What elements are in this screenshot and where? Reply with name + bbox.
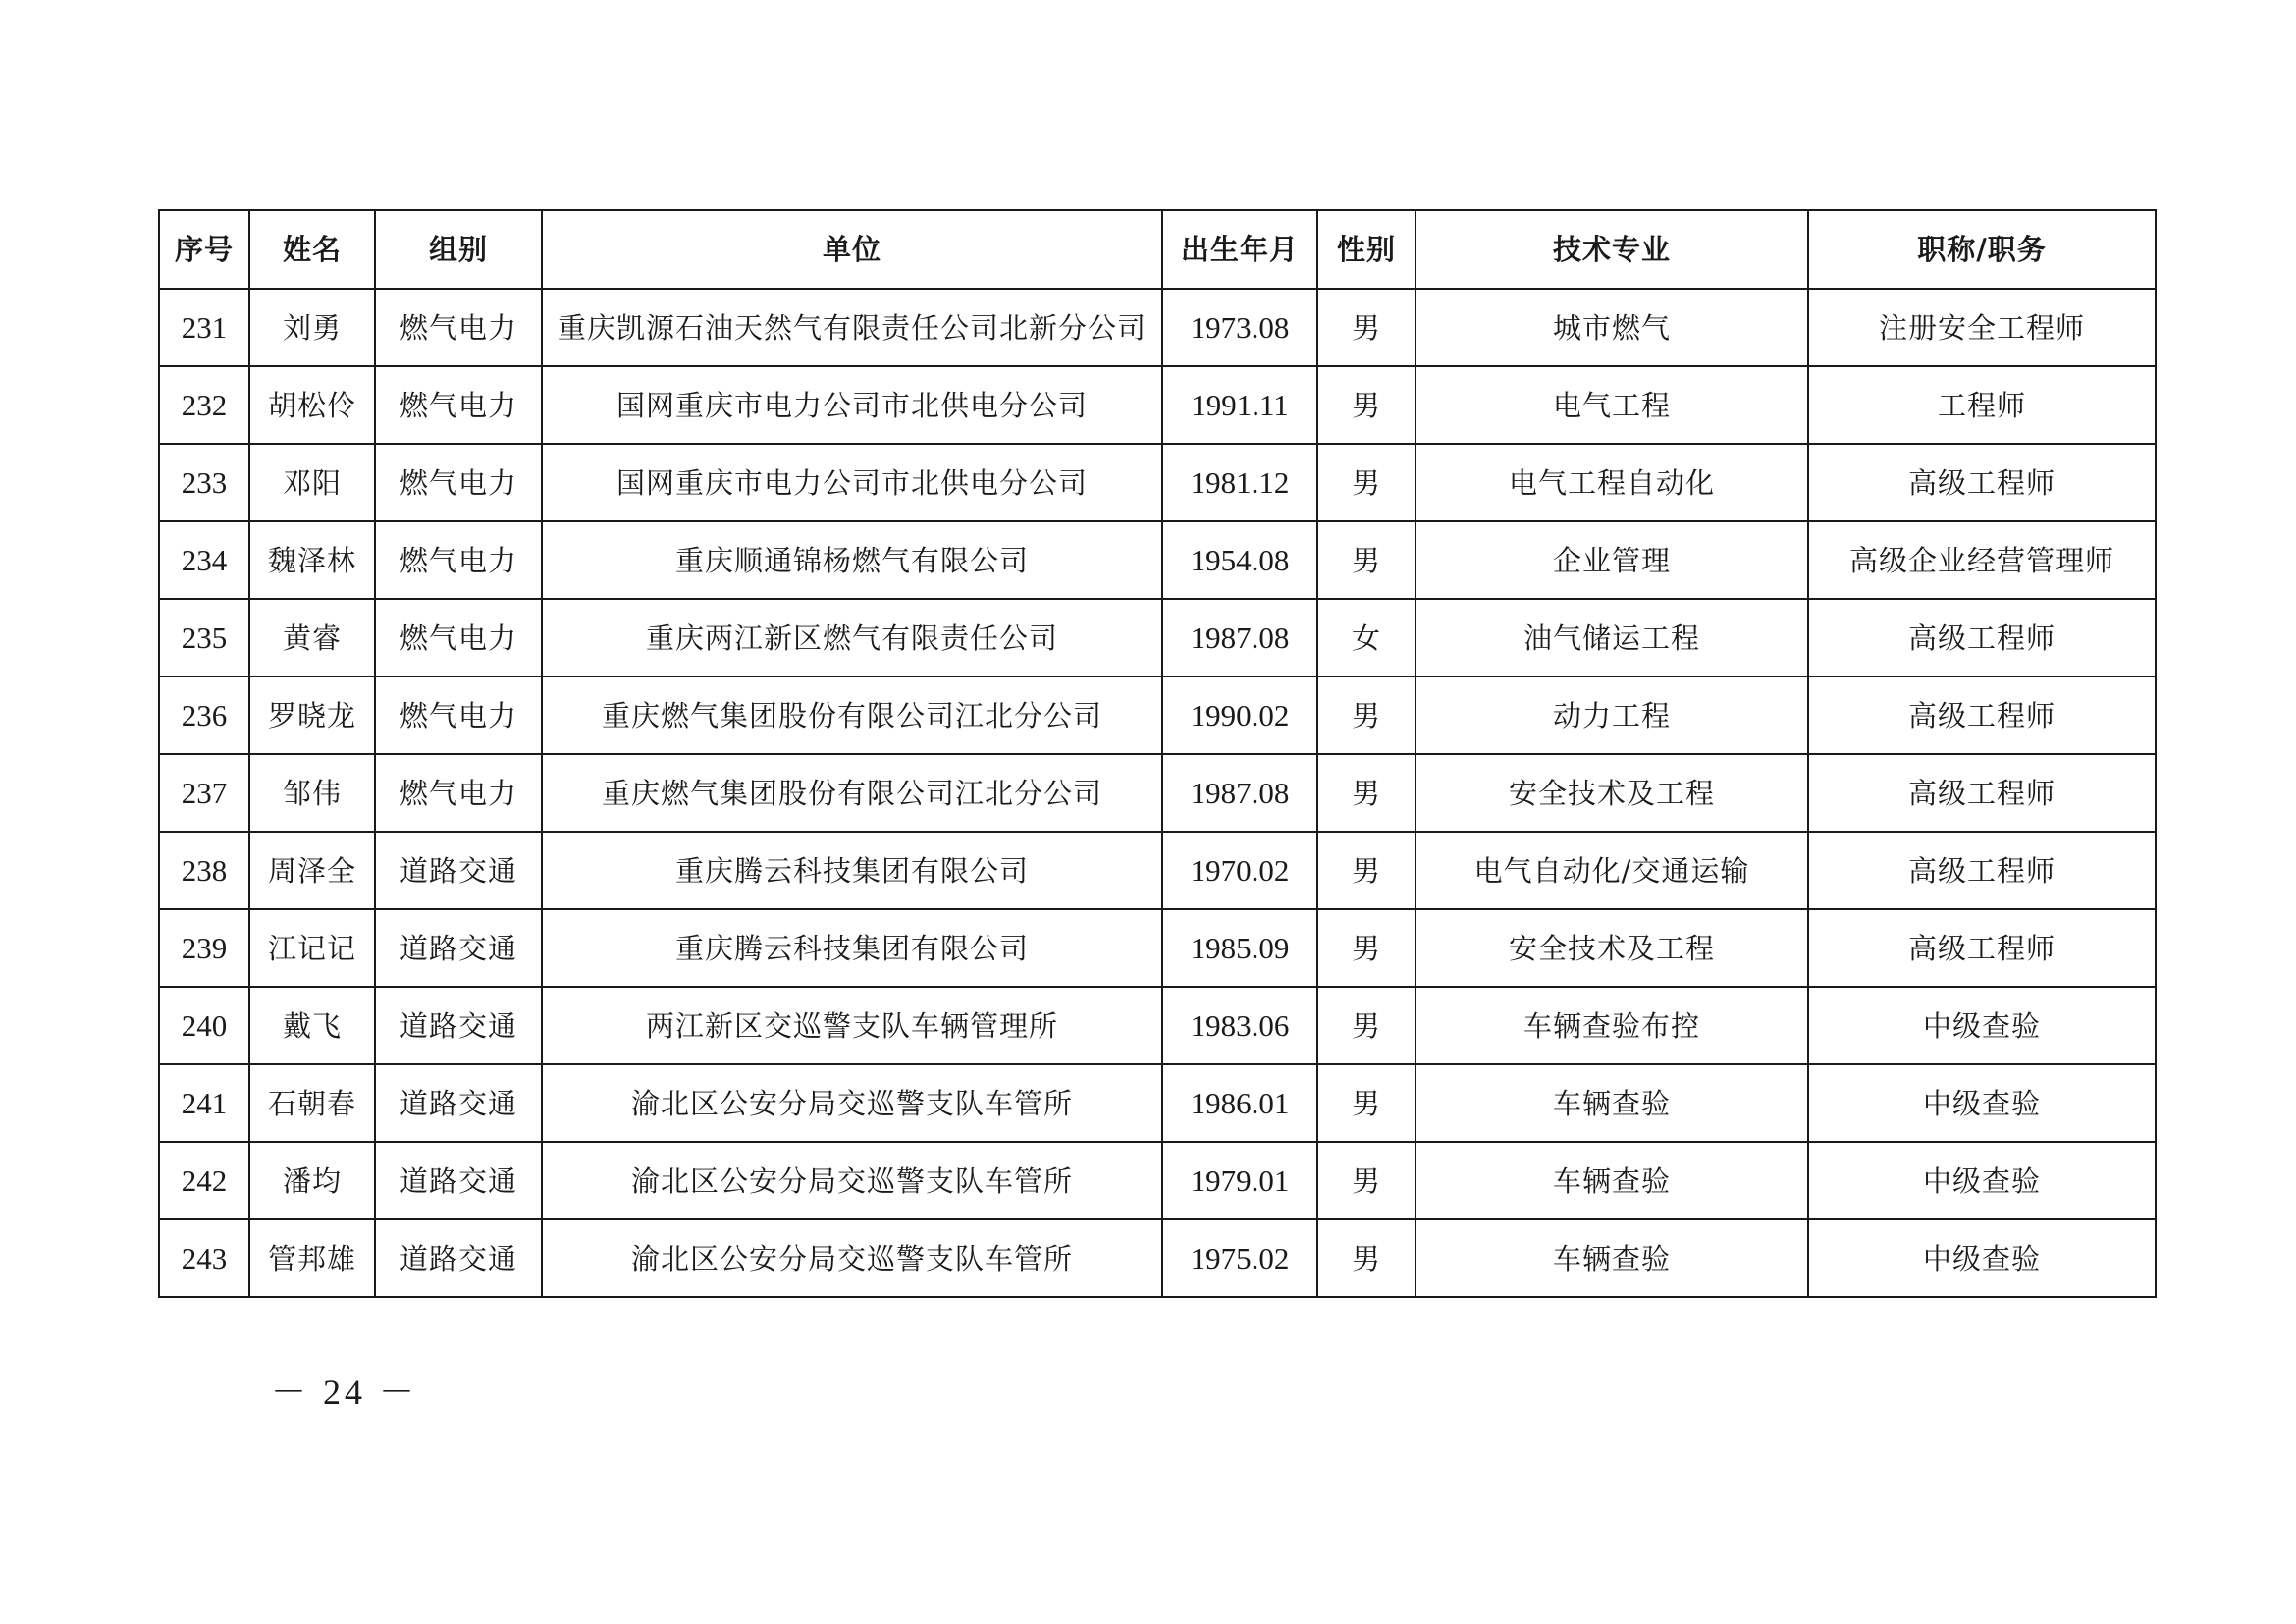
- cell-name: 江记记: [249, 909, 375, 987]
- cell-group: 道路交通: [375, 909, 542, 987]
- cell-seq: 240: [159, 987, 249, 1064]
- cell-seq: 235: [159, 599, 249, 677]
- cell-seq: 243: [159, 1219, 249, 1297]
- cell-seq: 238: [159, 832, 249, 909]
- cell-unit: 渝北区公安分局交巡警支队车管所: [542, 1064, 1162, 1142]
- cell-name: 潘均: [249, 1142, 375, 1219]
- table-row: [159, 754, 2156, 832]
- cell-birth: 1991.11: [1162, 366, 1317, 444]
- header-birth: 出生年月: [1162, 210, 1317, 289]
- table-row: [159, 832, 2156, 909]
- cell-seq: 242: [159, 1142, 249, 1219]
- cell-name: 罗晓龙: [249, 677, 375, 754]
- cell-specialty: 安全技术及工程: [1415, 754, 1808, 832]
- cell-name: 刘勇: [249, 289, 375, 366]
- cell-gender: 男: [1317, 677, 1415, 754]
- cell-birth: 1987.08: [1162, 599, 1317, 677]
- cell-specialty: 城市燃气: [1415, 289, 1808, 366]
- cell-title: 高级工程师: [1808, 444, 2156, 521]
- cell-title: 中级查验: [1808, 1219, 2156, 1297]
- header-specialty: 技术专业: [1415, 210, 1808, 289]
- cell-seq: 241: [159, 1064, 249, 1142]
- cell-gender: 男: [1317, 1219, 1415, 1297]
- cell-title: 高级工程师: [1808, 832, 2156, 909]
- cell-seq: 239: [159, 909, 249, 987]
- cell-name: 戴飞: [249, 987, 375, 1064]
- cell-birth: 1986.01: [1162, 1064, 1317, 1142]
- cell-group: 燃气电力: [375, 677, 542, 754]
- header-name: 姓名: [249, 210, 375, 289]
- cell-birth: 1975.02: [1162, 1219, 1317, 1297]
- header-gender: 性别: [1317, 210, 1415, 289]
- cell-group: 燃气电力: [375, 444, 542, 521]
- cell-title: 高级工程师: [1808, 677, 2156, 754]
- cell-gender: 男: [1317, 987, 1415, 1064]
- roster-table: [158, 209, 2157, 1298]
- cell-name: 黄睿: [249, 599, 375, 677]
- cell-gender: 女: [1317, 599, 1415, 677]
- cell-name: 魏泽林: [249, 521, 375, 599]
- cell-unit: 国网重庆市电力公司市北供电分公司: [542, 366, 1162, 444]
- cell-gender: 男: [1317, 366, 1415, 444]
- cell-name: 邹伟: [249, 754, 375, 832]
- cell-unit: 重庆两江新区燃气有限责任公司: [542, 599, 1162, 677]
- cell-group: 道路交通: [375, 832, 542, 909]
- cell-birth: 1990.02: [1162, 677, 1317, 754]
- cell-group: 道路交通: [375, 987, 542, 1064]
- cell-title: 注册安全工程师: [1808, 289, 2156, 366]
- cell-specialty: 电气工程: [1415, 366, 1808, 444]
- cell-birth: 1970.02: [1162, 832, 1317, 909]
- cell-gender: 男: [1317, 521, 1415, 599]
- cell-specialty: 油气储运工程: [1415, 599, 1808, 677]
- cell-specialty: 电气工程自动化: [1415, 444, 1808, 521]
- cell-gender: 男: [1317, 1142, 1415, 1219]
- cell-seq: 231: [159, 289, 249, 366]
- cell-birth: 1981.12: [1162, 444, 1317, 521]
- cell-gender: 男: [1317, 909, 1415, 987]
- cell-unit: 重庆腾云科技集团有限公司: [542, 909, 1162, 987]
- cell-gender: 男: [1317, 754, 1415, 832]
- cell-birth: 1985.09: [1162, 909, 1317, 987]
- cell-title: 高级企业经营管理师: [1808, 521, 2156, 599]
- cell-name: 周泽全: [249, 832, 375, 909]
- cell-group: 燃气电力: [375, 521, 542, 599]
- table-body: [159, 289, 2156, 1297]
- cell-name: 邓阳: [249, 444, 375, 521]
- cell-title: 工程师: [1808, 366, 2156, 444]
- header-seq: 序号: [159, 210, 249, 289]
- table-row: [159, 987, 2156, 1064]
- table-row: [159, 909, 2156, 987]
- header-row: [159, 210, 2156, 289]
- table-row: [159, 677, 2156, 754]
- cell-title: 高级工程师: [1808, 909, 2156, 987]
- cell-unit: 重庆燃气集团股份有限公司江北分公司: [542, 754, 1162, 832]
- cell-birth: 1954.08: [1162, 521, 1317, 599]
- cell-group: 道路交通: [375, 1219, 542, 1297]
- table-row: [159, 366, 2156, 444]
- cell-unit: 重庆燃气集团股份有限公司江北分公司: [542, 677, 1162, 754]
- cell-group: 燃气电力: [375, 366, 542, 444]
- cell-specialty: 车辆查验: [1415, 1064, 1808, 1142]
- cell-gender: 男: [1317, 832, 1415, 909]
- header-group: 组别: [375, 210, 542, 289]
- cell-group: 燃气电力: [375, 599, 542, 677]
- header-title: 职称/职务: [1808, 210, 2156, 289]
- cell-specialty: 电气自动化/交通运输: [1415, 832, 1808, 909]
- header-unit: 单位: [542, 210, 1162, 289]
- cell-seq: 234: [159, 521, 249, 599]
- cell-specialty: 车辆查验: [1415, 1219, 1808, 1297]
- cell-specialty: 企业管理: [1415, 521, 1808, 599]
- cell-seq: 236: [159, 677, 249, 754]
- cell-group: 燃气电力: [375, 289, 542, 366]
- cell-birth: 1979.01: [1162, 1142, 1317, 1219]
- cell-group: 道路交通: [375, 1064, 542, 1142]
- cell-name: 石朝春: [249, 1064, 375, 1142]
- table-row: [159, 1064, 2156, 1142]
- cell-birth: 1987.08: [1162, 754, 1317, 832]
- cell-group: 道路交通: [375, 1142, 542, 1219]
- cell-specialty: 安全技术及工程: [1415, 909, 1808, 987]
- cell-unit: 渝北区公安分局交巡警支队车管所: [542, 1142, 1162, 1219]
- table-row: [159, 599, 2156, 677]
- cell-unit: 渝北区公安分局交巡警支队车管所: [542, 1219, 1162, 1297]
- cell-unit: 两江新区交巡警支队车辆管理所: [542, 987, 1162, 1064]
- table-row: [159, 521, 2156, 599]
- cell-name: 管邦雄: [249, 1219, 375, 1297]
- cell-gender: 男: [1317, 1064, 1415, 1142]
- table-header: [159, 210, 2156, 289]
- cell-group: 燃气电力: [375, 754, 542, 832]
- cell-specialty: 车辆查验布控: [1415, 987, 1808, 1064]
- table-row: [159, 1142, 2156, 1219]
- cell-title: 高级工程师: [1808, 599, 2156, 677]
- cell-seq: 237: [159, 754, 249, 832]
- cell-gender: 男: [1317, 289, 1415, 366]
- table-row: [159, 444, 2156, 521]
- cell-specialty: 车辆查验: [1415, 1142, 1808, 1219]
- cell-birth: 1973.08: [1162, 289, 1317, 366]
- cell-gender: 男: [1317, 444, 1415, 521]
- table-row: [159, 1219, 2156, 1297]
- page-number: － 24 －: [271, 1373, 419, 1412]
- table-row: [159, 289, 2156, 366]
- cell-title: 中级查验: [1808, 1142, 2156, 1219]
- cell-title: 中级查验: [1808, 1064, 2156, 1142]
- cell-unit: 重庆顺通锦杨燃气有限公司: [542, 521, 1162, 599]
- cell-seq: 232: [159, 366, 249, 444]
- cell-unit: 重庆腾云科技集团有限公司: [542, 832, 1162, 909]
- cell-specialty: 动力工程: [1415, 677, 1808, 754]
- cell-birth: 1983.06: [1162, 987, 1317, 1064]
- cell-unit: 国网重庆市电力公司市北供电分公司: [542, 444, 1162, 521]
- cell-title: 中级查验: [1808, 987, 2156, 1064]
- cell-title: 高级工程师: [1808, 754, 2156, 832]
- cell-unit: 重庆凯源石油天然气有限责任公司北新分公司: [542, 289, 1162, 366]
- cell-seq: 233: [159, 444, 249, 521]
- cell-name: 胡松伶: [249, 366, 375, 444]
